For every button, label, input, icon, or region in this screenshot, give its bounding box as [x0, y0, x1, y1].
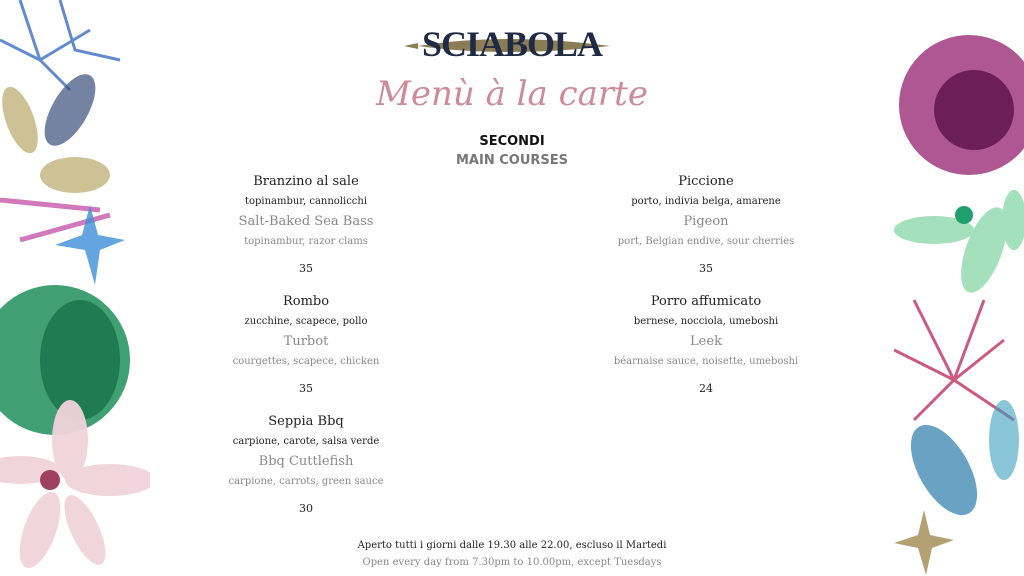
dish-description-en: topinambur, razor clams — [244, 236, 368, 247]
brand-logo: SCIABOLA — [394, 24, 630, 64]
dish-price: 30 — [299, 502, 313, 515]
dish-description-en: béarnaise sauce, noisette, umeboshi — [613, 356, 799, 367]
dish-name-en: Bbq Cuttlefish — [258, 454, 354, 469]
dish-name: Branzino al sale — [253, 174, 359, 189]
dish-description: zucchine, scapece, pollo — [244, 316, 368, 327]
dish-description-en: port, Belgian endive, sour cherries — [617, 236, 795, 247]
dish-description: bernese, nocciola, umeboshi — [633, 316, 779, 327]
dish-name: Porro affumicato — [650, 294, 762, 309]
opening-hours-it: Aperto tutti i giorni dalle 19.30 alle 22.00, escluso il Martedi — [357, 540, 667, 551]
dish-price: 35 — [299, 382, 313, 395]
dish-item — [166, 292, 446, 398]
dish-price: 35 — [299, 262, 313, 275]
dish-price: 24 — [699, 382, 713, 395]
opening-hours-en: Open every day from 7.30pm to 10.00pm, except Tuesdays — [362, 557, 662, 568]
dish-description-en: courgettes, scapece, chicken — [232, 356, 380, 367]
section-title-it: SECONDI — [479, 134, 545, 149]
watercolor-flowers-left — [0, 0, 150, 576]
dish-name-en: Turbot — [283, 334, 329, 349]
dish-item — [566, 172, 846, 278]
dish-name-en: Leek — [690, 334, 722, 349]
section-title-en: MAIN COURSES — [455, 153, 568, 168]
dish-item — [166, 412, 446, 518]
dish-description-en: carpione, carrots, green sauce — [228, 476, 384, 487]
dish-name: Piccione — [678, 174, 734, 189]
dish-item — [566, 292, 846, 398]
dish-item — [166, 172, 446, 278]
dish-description: carpione, carote, salsa verde — [232, 436, 380, 447]
dish-name: Seppia Bbq — [268, 414, 344, 429]
dish-name: Rombo — [282, 294, 330, 309]
dish-price: 35 — [699, 262, 713, 275]
menu-title: Menù à la carte — [376, 74, 648, 114]
dish-description: topinambur, cannolicchi — [244, 196, 368, 207]
dish-name-en: Pigeon — [683, 214, 729, 229]
watercolor-flowers-right — [894, 0, 1024, 576]
dish-name-en: Salt-Baked Sea Bass — [238, 214, 374, 229]
dish-description: porto, indivia belga, amarene — [631, 196, 781, 207]
